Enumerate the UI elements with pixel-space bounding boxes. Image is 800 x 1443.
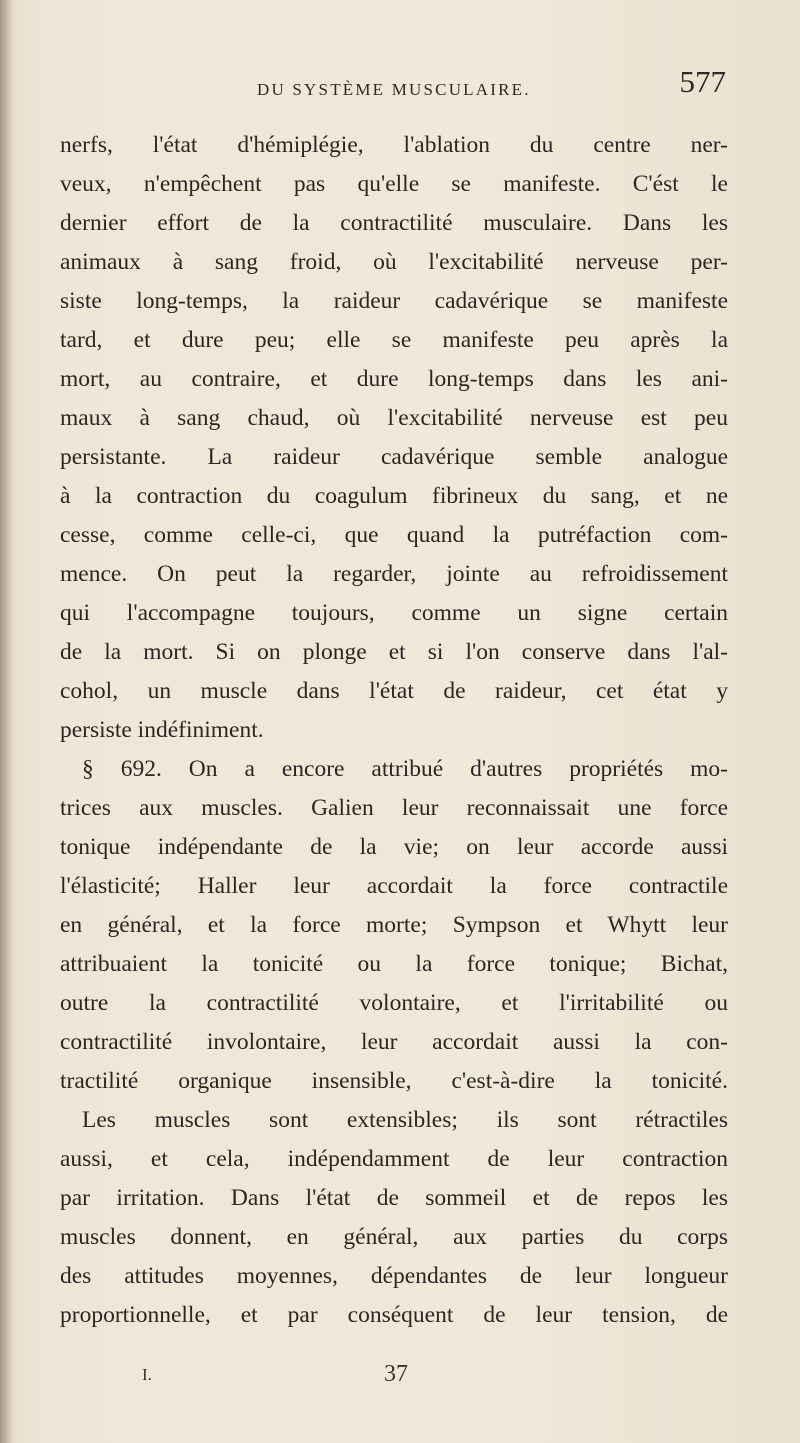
text-line: persiste indéfiniment. [60,717,264,743]
signature-mark: I. [142,1365,152,1384]
text-line: contractilité involontaire, leur accordait aussi la con- [60,1029,728,1055]
text-line: dernier effort de la contractilité musculaire. Dans les [60,210,728,236]
running-title: DU SYSTÈME MUSCULAIRE. [257,80,531,99]
text-line: mence. On peut la regarder, jointe au refroidissement [60,561,728,587]
text-line: trices aux muscles. Galien leur reconnaissait une force [60,795,728,821]
text-line: en général, et la force morte; Sympson et Whytt leur [60,912,728,938]
text-line: cohol, un muscle dans l'état de raideur, cet état y [60,678,728,704]
text-line: muscles donnent, en général, aux parties du corps [60,1224,728,1250]
text-line: nerfs, l'état d'hémiplégie, l'ablation du centre ner- [60,132,728,158]
page-header [60,64,728,114]
text-line: par irritation. Dans l'état de sommeil et de repos les [60,1185,728,1211]
text-line: tard, et dure peu; elle se manifeste peu après la [60,327,728,353]
text-line: siste long-temps, la raideur cadavérique se manifeste [60,288,728,314]
page-number: 577 [679,64,726,99]
text-line: tractilité organique insensible, c'est-à-dire la tonicité. [60,1068,728,1094]
text-line: qui l'accompagne toujours, comme un signe certain [60,600,728,626]
page-footer [60,1361,728,1405]
text-line: mort, au contraire, et dure long-temps dans les ani- [60,366,728,392]
sheet-number: 37 [384,1361,408,1387]
text-line: animaux à sang froid, où l'excitabilité nerveuse per- [60,249,728,275]
paragraph-start-line: § 692. On a encore attribué d'autres propriétés mo- [82,756,728,782]
text-line: outre la contractilité volontaire, et l'irritabilité ou [60,990,728,1016]
text-line: aussi, et cela, indépendamment de leur contraction [60,1146,728,1172]
text-line: veux, n'empêchent pas qu'elle se manifeste. C'ést le [60,171,728,197]
text-line: à la contraction du coagulum fibrineux du sang, et ne [60,483,728,509]
text-line: attribuaient la tonicité ou la force tonique; Bichat, [60,951,728,977]
text-line: proportionnelle, et par conséquent de leur tension, de [60,1302,728,1328]
text-line: persistante. La raideur cadavérique semble analogue [60,444,728,470]
body-text [60,126,728,1335]
text-line: maux à sang chaud, où l'excitabilité nerveuse est peu [60,405,728,431]
paragraph-start-line: Les muscles sont extensibles; ils sont rétractiles [82,1107,728,1133]
text-line: cesse, comme celle-ci, que quand la putréfaction com- [60,522,728,548]
text-line: de la mort. Si on plonge et si l'on conserve dans l'al- [60,639,728,665]
text-line: tonique indépendante de la vie; on leur accorde aussi [60,834,728,860]
binding-shadow [0,0,14,1443]
text-line: des attitudes moyennes, dépendantes de leur longueur [60,1263,728,1289]
text-line: l'élasticité; Haller leur accordait la force contractile [60,873,728,899]
